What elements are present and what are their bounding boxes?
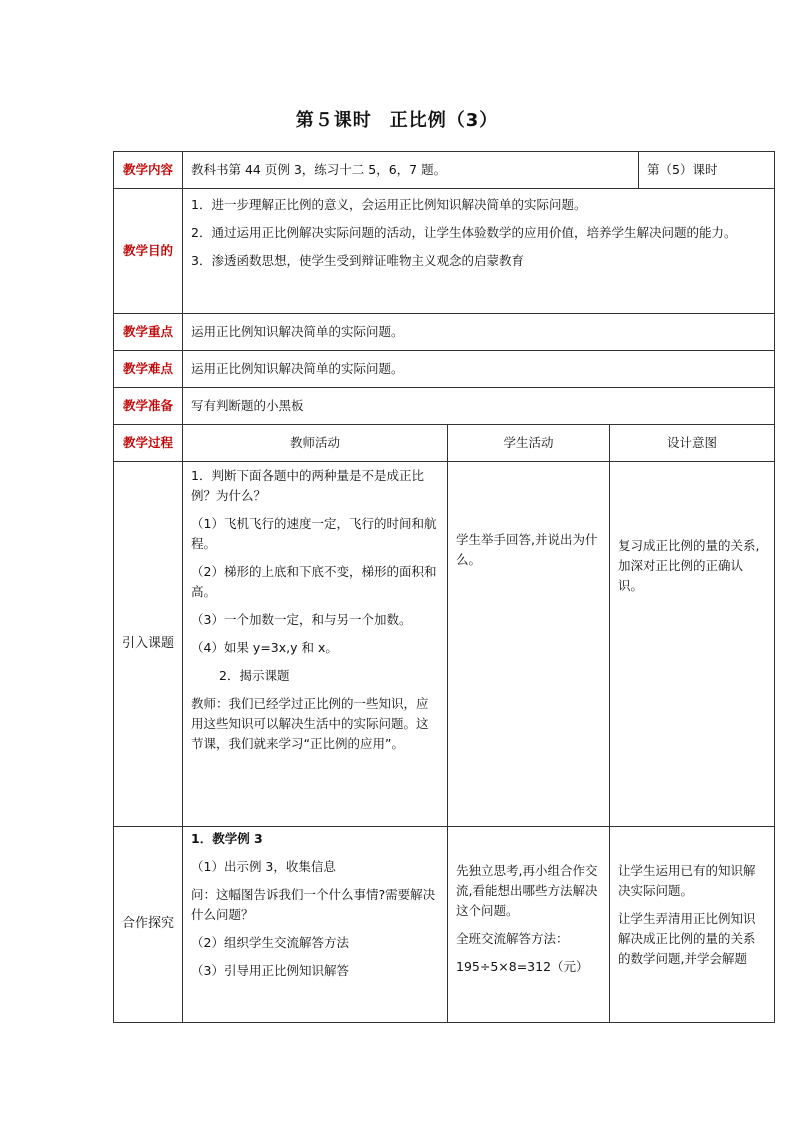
row-objectives: [114, 189, 775, 314]
intro-student-cell: [448, 462, 610, 827]
header-student: 学生活动: [448, 425, 610, 462]
row-difficulty: [114, 351, 775, 388]
header-design: 设计意图: [610, 425, 775, 462]
intro-teacher-cell: [183, 462, 448, 827]
explore-student-cell: [448, 827, 610, 1023]
lesson-number: 第５课时: [295, 110, 372, 131]
page-title: [0, 106, 794, 132]
label-preparation: 教学准备: [114, 388, 183, 425]
label-key-point: 教学重点: [114, 314, 183, 351]
explore-teacher-item: 1．教学例 3: [191, 831, 263, 846]
explore-teacher-item: 问：这幅图告诉我们一个什么事情?需要解决什么问题？: [191, 887, 436, 922]
label-content: 教学内容: [114, 152, 183, 189]
row-preparation: [114, 388, 775, 425]
lesson-plan-table: [113, 151, 775, 1023]
objective-item: 2．通过运用正比例解决实际问题的活动，让学生体验数学的应用价值，培养学生解决问题的能力。: [191, 225, 737, 240]
intro-student-text: 学生举手回答,并说出为什么。: [456, 532, 598, 567]
row-process-header: [114, 425, 775, 462]
explore-design-item: 让学生弄清用正比例知识解决成正比例的量的关系的数学问题,并学会解题: [618, 911, 756, 966]
intro-teacher-item: 1．判断下面各题中的两种量是不是成正比例？为什么？: [191, 468, 424, 503]
intro-design-cell: [610, 462, 775, 827]
explore-design-cell: [610, 827, 775, 1023]
label-objectives: 教学目的: [114, 189, 183, 314]
difficulty-text: 运用正比例知识解决简单的实际问题。: [183, 351, 775, 388]
header-teacher: 教师活动: [183, 425, 448, 462]
explore-student-item: 先独立思考,再小组合作交流,看能想出哪些方法解决这个问题。: [456, 863, 598, 918]
intro-teacher-item: 2．揭示课题: [219, 668, 290, 683]
content-text: 教科书第 44 页例 3，练习十二 5，6，7 题。: [183, 152, 639, 189]
intro-teacher-item: （2）梯形的上底和下底不变，梯形的面积和高。: [191, 564, 437, 599]
intro-teacher-item: （3）一个加数一定，和与另一个加数。: [191, 612, 412, 627]
intro-teacher-item: 教师：我们已经学过正比例的一些知识，应用这些知识可以解决生活中的实际问题。这节课，我们就来学习“正比例的应用”。: [191, 696, 429, 751]
explore-student-item: 全班交流解答方法：: [456, 931, 569, 946]
preparation-text: 写有判断题的小黑板: [183, 388, 775, 425]
stage-explore: 合作探究: [114, 827, 183, 1023]
intro-teacher-item: （4）如果 y=3x,y 和 x。: [191, 640, 338, 655]
explore-student-item: 195÷5×8=312（元）: [456, 959, 589, 974]
row-content: [114, 152, 775, 189]
row-intro: [114, 462, 775, 827]
period-text: 第（5）课时: [639, 152, 775, 189]
intro-design-text: 复习成正比例的量的关系,加深对正比例的正确认识。: [618, 538, 760, 593]
objectives-cell: [183, 189, 775, 314]
intro-teacher-item: （1）飞机飞行的速度一定，飞行的时间和航程。: [191, 516, 437, 551]
lesson-topic: 正比例（3）: [389, 110, 499, 131]
explore-teacher-item: （1）出示例 3，收集信息: [191, 859, 336, 874]
label-process: 教学过程: [114, 425, 183, 462]
explore-teacher-cell: [183, 827, 448, 1023]
explore-teacher-item: （2）组织学生交流解答方法: [191, 935, 349, 950]
row-explore: [114, 827, 775, 1023]
objective-item: 3．渗透函数思想，使学生受到辩证唯物主义观念的启蒙教育: [191, 253, 524, 268]
explore-design-item: 让学生运用已有的知识解决实际问题。: [618, 863, 756, 898]
explore-teacher-item: （3）引导用正比例知识解答: [191, 963, 349, 978]
stage-intro: 引入课题: [114, 462, 183, 827]
row-key-point: [114, 314, 775, 351]
label-difficulty: 教学难点: [114, 351, 183, 388]
key-point-text: 运用正比例知识解决简单的实际问题。: [183, 314, 775, 351]
objective-item: 1．进一步理解正比例的意义，会运用正比例知识解决简单的实际问题。: [191, 197, 587, 212]
